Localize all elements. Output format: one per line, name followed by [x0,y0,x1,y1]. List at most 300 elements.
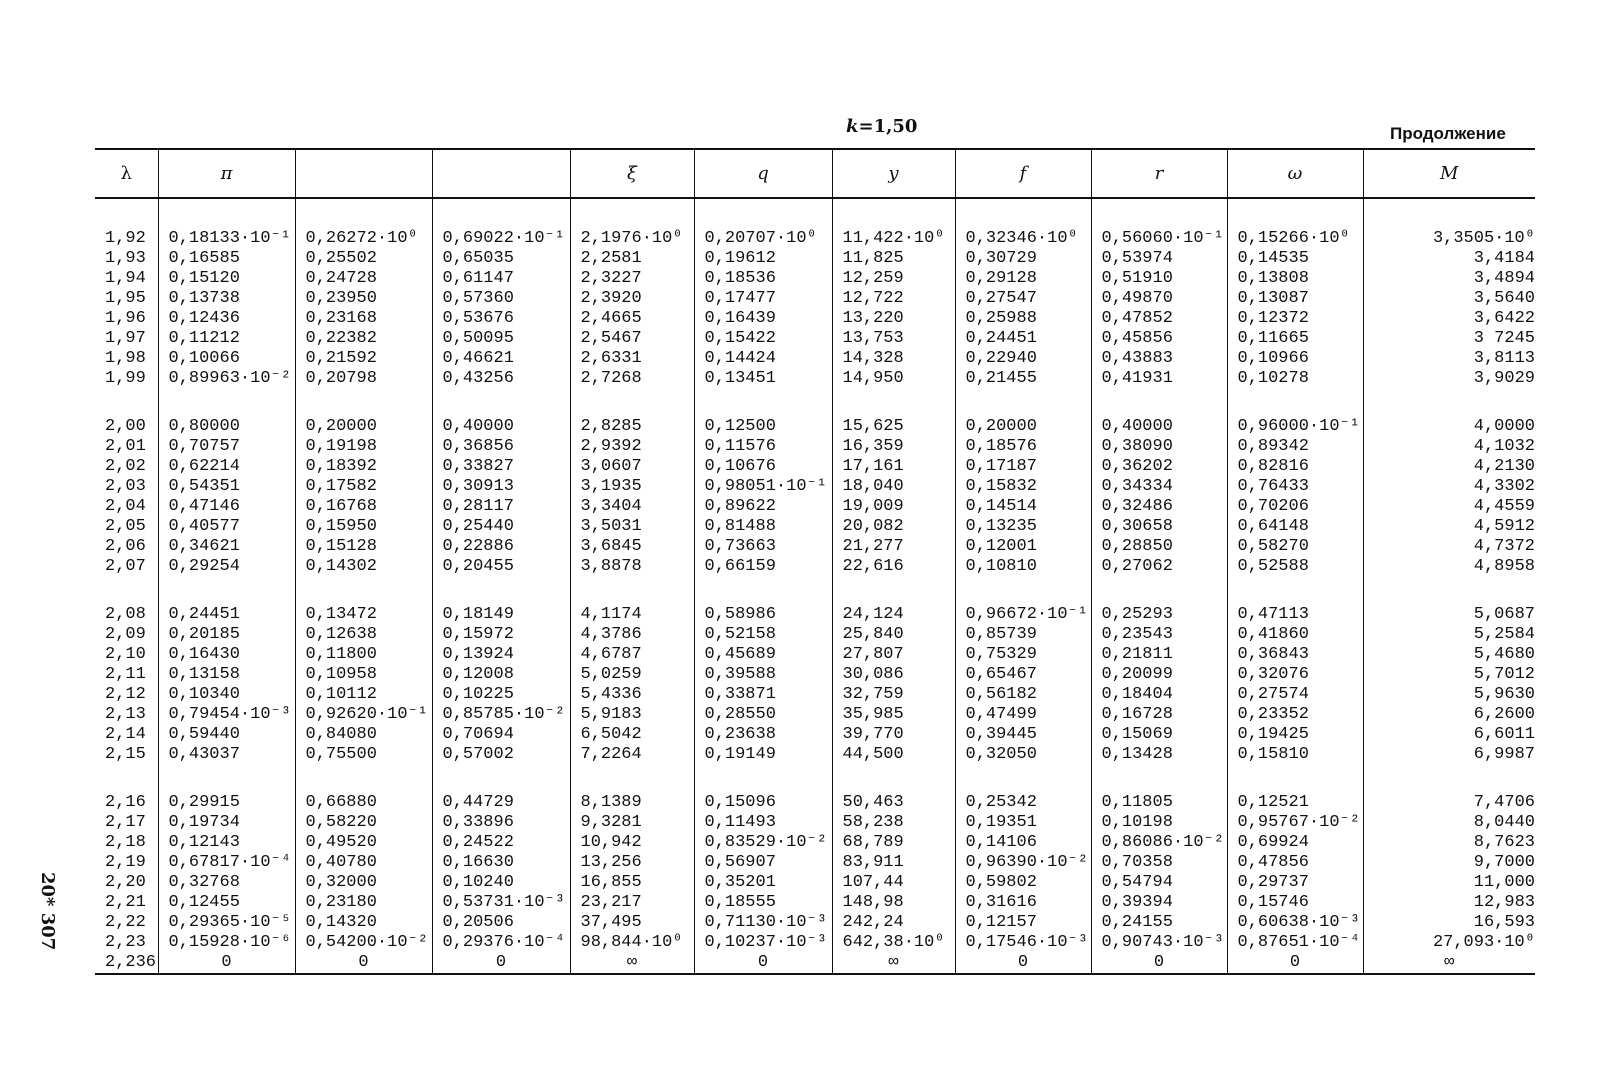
table-cell: 0,85785·10⁻² [432,705,570,725]
lambda-cell: 2,17 [105,813,146,832]
table-row [95,705,1535,725]
table-cell: 0,53974 [1091,249,1227,269]
table-cell: 0,65467 [955,665,1091,685]
lambda-cell: 1,94 [105,269,146,288]
table-cell: 642,38·10⁰ [832,933,955,953]
table-cell: 0,15120 [158,269,295,289]
lambda-cell: 1,97 [105,329,146,348]
table-cell: 0,18392 [295,457,432,477]
table-cell: 50,463 [832,793,955,813]
table-row [95,437,1535,457]
table-cell: 27,807 [832,645,955,665]
table-cell: 3,1935 [570,477,694,497]
table-row [95,517,1535,537]
table-cell: 0,10066 [158,349,295,369]
table-cell: 0,23168 [295,309,432,329]
table-row [95,873,1535,893]
table-cell: 0,29376·10⁻⁴ [432,933,570,953]
table-cell: 0,66159 [694,557,832,577]
table-cell: 0 [158,953,295,974]
table-cell: 32,759 [832,685,955,705]
table-cell: 0,29915 [158,793,295,813]
table-cell: 22,616 [832,557,955,577]
table-cell: 0,24451 [955,329,1091,349]
table-row [95,537,1535,557]
table-cell: 0,10676 [694,457,832,477]
table-cell: 0,29254 [158,557,295,577]
table-cell: 5,0687 [1363,605,1535,625]
lambda-cell: 2,04 [105,497,146,516]
table-cell: 7,2264 [570,745,694,765]
table-cell: 0,15266·10⁰ [1227,198,1363,249]
lambda-cell: 1,95 [105,289,146,308]
table-cell: 0,56907 [694,853,832,873]
spacer-cell [832,389,955,417]
table-cell: 5,4336 [570,685,694,705]
table-cell: 0,17477 [694,289,832,309]
table-cell: 0,36843 [1227,645,1363,665]
spacer-cell [95,765,158,793]
lambda-cell: 2,19 [105,853,146,872]
table-cell: 0,20000 [955,417,1091,437]
table-cell: 0,23352 [1227,705,1363,725]
table-cell: 0,11212 [158,329,295,349]
table-cell: 4,1032 [1363,437,1535,457]
spacer-cell [158,765,295,793]
table-cell: 5,9183 [570,705,694,725]
table-cell: 0,82816 [1227,457,1363,477]
table-cell: 0,10237·10⁻³ [694,933,832,953]
group-spacer [95,577,1535,605]
table-row [95,417,1535,437]
table-cell: 0,47146 [158,497,295,517]
column-header: q [694,149,832,198]
table-cell: 0,89963·10⁻² [158,369,295,389]
table-cell: 0,34334 [1091,477,1227,497]
table-cell: 242,24 [832,913,955,933]
lambda-cell: 1,98 [105,349,146,368]
lambda-cell: 2,16 [105,793,146,812]
table-cell: 0,11493 [694,813,832,833]
table-cell: 0,47856 [1227,853,1363,873]
table-cell: 0,10810 [955,557,1091,577]
table-cell: 0,96000·10⁻¹ [1227,417,1363,437]
table-row [95,893,1535,913]
table-cell: 0,28850 [1091,537,1227,557]
table-cell: 4,6787 [570,645,694,665]
spacer-cell [1091,577,1227,605]
table-cell: 0,50095 [432,329,570,349]
spacer-cell [95,577,158,605]
table-cell: 0,18133·10⁻¹ [158,198,295,249]
table-row [95,625,1535,645]
table-cell: 0,20455 [432,557,570,577]
table-cell: 0,92620·10⁻¹ [295,705,432,725]
data-table [95,148,1535,975]
table-cell: 0,45856 [1091,329,1227,349]
table-cell: 0,13472 [295,605,432,625]
table-cell: 3,5031 [570,517,694,537]
lambda-cell: 1,92 [105,229,146,248]
table-cell: 4,7372 [1363,537,1535,557]
spacer-cell [158,577,295,605]
table-cell: 0,62214 [158,457,295,477]
table-cell: 13,753 [832,329,955,349]
table-cell: 19,009 [832,497,955,517]
table-cell: 0,20099 [1091,665,1227,685]
table-cell: 14,328 [832,349,955,369]
table-cell: 0,60638·10⁻³ [1227,913,1363,933]
table-cell: 0,29737 [1227,873,1363,893]
table-cell: 11,000 [1363,873,1535,893]
table-cell: 0,15096 [694,793,832,813]
table-cell: 0 [295,953,432,974]
table-cell: ∞ [832,953,955,974]
table-cell: 0,32000 [295,873,432,893]
table-cell: 83,911 [832,853,955,873]
spacer-cell [1363,765,1535,793]
table-body [95,198,1535,974]
table-cell: 0,15950 [295,517,432,537]
table-cell: 0,12157 [955,913,1091,933]
table-cell: 0,32076 [1227,665,1363,685]
table-cell: 3,4184 [1363,249,1535,269]
table-cell: 0,20000 [295,417,432,437]
group-spacer [95,765,1535,793]
table-cell: 0,24451 [158,605,295,625]
table-row [95,369,1535,389]
table-cell: 2,8285 [570,417,694,437]
lambda-cell: 2,02 [105,457,146,476]
table-cell: 0 [1227,953,1363,974]
lambda-cell: 2,08 [105,605,146,624]
table-row [95,725,1535,745]
column-header: ξ [570,149,694,198]
table-cell: 0,11800 [295,645,432,665]
page-number: 20* 307 [37,872,58,951]
table-cell: 0,75500 [295,745,432,765]
table-cell: 2,2581 [570,249,694,269]
table-cell: 0,18576 [955,437,1091,457]
table-cell: 0,67817·10⁻⁴ [158,853,295,873]
table-cell: 0,10240 [432,873,570,893]
table-cell: 0,46621 [432,349,570,369]
lambda-cell: 1,93 [105,249,146,268]
table-cell: 0,51910 [1091,269,1227,289]
table-cell: 0,73663 [694,537,832,557]
table-cell: 0,12638 [295,625,432,645]
table-cell: 0,15746 [1227,893,1363,913]
table-cell: 0,95767·10⁻² [1227,813,1363,833]
spacer-cell [955,577,1091,605]
lambda-cell: 2,14 [105,725,146,744]
table-cell: 0,79454·10⁻³ [158,705,295,725]
column-header: M [1363,149,1535,198]
table-cell: 37,495 [570,913,694,933]
table-cell: 0,12455 [158,893,295,913]
table-row [95,557,1535,577]
table-cell: 0,31616 [955,893,1091,913]
lambda-cell: 2,00 [105,417,146,436]
table-cell: 0,41931 [1091,369,1227,389]
table-cell: 0,15972 [432,625,570,645]
table-cell: 35,985 [832,705,955,725]
table-cell: 0,58220 [295,813,432,833]
table-cell: 0,19425 [1227,725,1363,745]
table-cell: 0,75329 [955,645,1091,665]
table-cell: 0,13451 [694,369,832,389]
table-cell: 0,20506 [432,913,570,933]
table-cell: 5,4680 [1363,645,1535,665]
spacer-cell [694,389,832,417]
table-cell: 0,61147 [432,269,570,289]
table-cell: 0,22940 [955,349,1091,369]
table-cell: 23,217 [570,893,694,913]
table-cell: 24,124 [832,605,955,625]
table-row [95,605,1535,625]
table-cell: 0,10340 [158,685,295,705]
table-cell: 0,17582 [295,477,432,497]
table-cell: 27,093·10⁰ [1363,933,1535,953]
table-cell: 0,43037 [158,745,295,765]
table-cell: 0,12500 [694,417,832,437]
table-cell: 0,40000 [1091,417,1227,437]
table-cell: 0,49520 [295,833,432,853]
table-cell: 17,161 [832,457,955,477]
column-header: λ [95,149,158,198]
table-cell: 0 [694,953,832,974]
table-cell: 0,23180 [295,893,432,913]
table-cell: 0,40577 [158,517,295,537]
spacer-cell [570,577,694,605]
table-row [95,198,1535,249]
table-cell: 0,41860 [1227,625,1363,645]
table-cell: 0,19351 [955,813,1091,833]
table-cell: 0 [955,953,1091,974]
table-cell: 0,47499 [955,705,1091,725]
table-cell: 0,59802 [955,873,1091,893]
table-cell: 0,26272·10⁰ [295,198,432,249]
table-cell: 0,30729 [955,249,1091,269]
lambda-cell: 2,23 [105,933,146,952]
table-cell: 14,950 [832,369,955,389]
table-cell: 0,44729 [432,793,570,813]
table-cell: 2,3227 [570,269,694,289]
table-cell: 0,15832 [955,477,1091,497]
table-row [95,249,1535,269]
table-cell: 0,56182 [955,685,1091,705]
spacer-cell [432,577,570,605]
table-cell: 107,44 [832,873,955,893]
table-row [95,913,1535,933]
table-cell: 0,12143 [158,833,295,853]
lambda-cell: 2,20 [105,873,146,892]
table-cell: 0,64148 [1227,517,1363,537]
table-row [95,745,1535,765]
table-cell: 0,40780 [295,853,432,873]
table-cell: 0,32486 [1091,497,1227,517]
spacer-cell [95,389,158,417]
table-cell: 0,71130·10⁻³ [694,913,832,933]
table-cell: 0,90743·10⁻³ [1091,933,1227,953]
table-cell: 0,32346·10⁰ [955,198,1091,249]
table-cell: 0,47852 [1091,309,1227,329]
table-cell: 0,13158 [158,665,295,685]
table-cell: 0,15810 [1227,745,1363,765]
spacer-cell [1227,577,1363,605]
table-cell: 4,5912 [1363,517,1535,537]
table-row [95,309,1535,329]
table-cell: 0,59440 [158,725,295,745]
table-cell: 0,24728 [295,269,432,289]
table-cell: 0,86086·10⁻² [1091,833,1227,853]
lambda-cell: 2,18 [105,833,146,852]
table-cell: 0,28550 [694,705,832,725]
table-cell: 9,7000 [1363,853,1535,873]
table-cell: 0,12436 [158,309,295,329]
table-cell: 0,19198 [295,437,432,457]
table-cell: 3,8113 [1363,349,1535,369]
table-cell: 8,7623 [1363,833,1535,853]
spacer-cell [1091,765,1227,793]
table-cell: 0,16768 [295,497,432,517]
table-cell: 4,3786 [570,625,694,645]
table-cell: 3,3505·10⁰ [1363,198,1535,249]
table-cell: 0,21811 [1091,645,1227,665]
table-cell: 0,70694 [432,725,570,745]
lambda-cell: 2,01 [105,437,146,456]
table-row [95,289,1535,309]
table-cell: 5,9630 [1363,685,1535,705]
table-cell: 0,52588 [1227,557,1363,577]
lambda-cell: 2,15 [105,745,146,764]
spacer-cell [1363,577,1535,605]
table-cell: 0,11576 [694,437,832,457]
table-cell: 3,6422 [1363,309,1535,329]
table-cell: 0,23950 [295,289,432,309]
lambda-cell: 1,96 [105,309,146,328]
table-cell: 0,89622 [694,497,832,517]
table-cell: 4,3302 [1363,477,1535,497]
table-cell: 3,3404 [570,497,694,517]
table-cell: 0,17187 [955,457,1091,477]
table-cell: 0,12001 [955,537,1091,557]
table-cell: 0,25293 [1091,605,1227,625]
spacer-cell [432,389,570,417]
table-cell: 5,0259 [570,665,694,685]
spacer-cell [832,765,955,793]
table-cell: 0,18149 [432,605,570,625]
table-cell: 0,70757 [158,437,295,457]
spacer-cell [955,765,1091,793]
table-cell: 0,16430 [158,645,295,665]
table-cell: 6,6011 [1363,725,1535,745]
table-cell: 2,6331 [570,349,694,369]
table-cell: 0,32050 [955,745,1091,765]
table-cell: 8,0440 [1363,813,1535,833]
column-header [432,149,570,198]
header-row [95,149,1535,198]
table-cell: 0,30913 [432,477,570,497]
table-cell: 6,2600 [1363,705,1535,725]
table-cell: 0,66880 [295,793,432,813]
table-cell: 0,83529·10⁻² [694,833,832,853]
table-cell: 0,12372 [1227,309,1363,329]
spacer-cell [1091,389,1227,417]
table-cell: 0,15422 [694,329,832,349]
table-cell: 20,082 [832,517,955,537]
table-cell: 0,36856 [432,437,570,457]
table-cell: 0,21455 [955,369,1091,389]
lambda-cell: 2,05 [105,517,146,536]
table-cell: 0,45689 [694,645,832,665]
table-cell: 3,8878 [570,557,694,577]
table-cell: 0,98051·10⁻¹ [694,477,832,497]
table-cell: 68,789 [832,833,955,853]
table-cell: 0,10225 [432,685,570,705]
spacer-cell [570,765,694,793]
table-cell: 0,30658 [1091,517,1227,537]
spacer-cell [295,577,432,605]
table-cell: 0,69022·10⁻¹ [432,198,570,249]
table-cell: 12,722 [832,289,955,309]
table-cell: 0,13924 [432,645,570,665]
lambda-cell: 2,03 [105,477,146,496]
table-cell: 0,32768 [158,873,295,893]
table-cell: 0,58270 [1227,537,1363,557]
table-cell: 2,5467 [570,329,694,349]
table-cell: 0,19149 [694,745,832,765]
continued-label: Продолжение [1390,124,1506,143]
table-cell: 0,19612 [694,249,832,269]
table-cell: 0,10966 [1227,349,1363,369]
spacer-cell [955,389,1091,417]
table-cell: 0,16728 [1091,705,1227,725]
table-cell: 0,12008 [432,665,570,685]
table-cell: 0,15928·10⁻⁶ [158,933,295,953]
table-cell: 3,5640 [1363,289,1535,309]
table-cell: 0,17546·10⁻³ [955,933,1091,953]
table-cell: 0,24155 [1091,913,1227,933]
lambda-cell: 2,12 [105,685,146,704]
table-cell: 16,593 [1363,913,1535,933]
table-cell: 0,53731·10⁻³ [432,893,570,913]
table-cell: 0,87651·10⁻⁴ [1227,933,1363,953]
table-cell: 0,36202 [1091,457,1227,477]
spacer-cell [1363,389,1535,417]
lambda-cell: 2,21 [105,893,146,912]
table-row [95,477,1535,497]
spacer-cell [295,389,432,417]
lambda-cell: 1,99 [105,369,146,388]
table-cell: 0,65035 [432,249,570,269]
table-row [95,269,1535,289]
table-cell: 0,23638 [694,725,832,745]
table-cell: 0,54794 [1091,873,1227,893]
table-cell: 0,54200·10⁻² [295,933,432,953]
table-cell: 0,24522 [432,833,570,853]
table-cell: 0,20707·10⁰ [694,198,832,249]
table-cell: 2,1976·10⁰ [570,198,694,249]
table-cell: 11,825 [832,249,955,269]
spacer-cell [1227,389,1363,417]
table-row [95,685,1535,705]
spacer-cell [295,765,432,793]
table-cell: 25,840 [832,625,955,645]
table-cell: 7,4706 [1363,793,1535,813]
lambda-cell: 2,22 [105,913,146,932]
table-cell: 0,10278 [1227,369,1363,389]
